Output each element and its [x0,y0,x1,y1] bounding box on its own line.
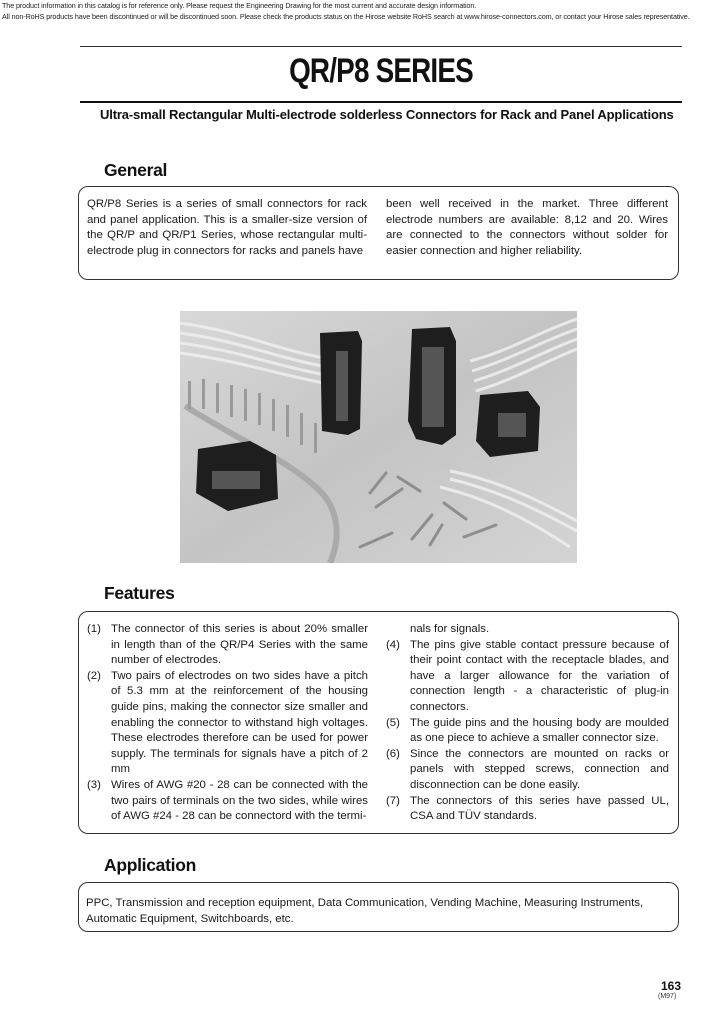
feature-item-2: (2) Two pairs of electrodes on two sides have a pitch of 5.3 mm at the reinforcement of the housing guide pins, making the connector size smaller and enabling the connector to withstand high voltages. These electrodes therefore can be used for power supply. The terminals for signals have a pitch of 2 mm [87,669,368,776]
page-number: 163 [661,979,682,993]
general-heading: General [104,160,168,180]
application-text: PPC, Transmission and reception equipment, Data Communication, Vending Machine, Measuring Instruments, Automatic Equipment, Switchboards, etc. [86,897,644,925]
page-code: (M97) [658,993,677,1000]
feature-item-7: (7) The connectors of this series have passed UL, CSA and TÜV standards. [386,794,669,823]
features-list-left [87,622,368,825]
features-heading: Features [104,583,175,603]
disclaimer-line-2: All non-RoHS products have been discontinued or will be discontinued soon. Please check the products status on the Hirose website RoHS search at www.hirose-connectors.com, or contact your Hirose sales representative. [2,12,690,21]
general-text-left: QR/P8 Series is a series of small connectors for rack and panel application. This is a smaller-size version of the QR/P and QR/P1 Series, whose rectangular multi-electrode plug in connectors for racks and panels have [87,198,367,257]
features-list-right [386,638,669,825]
page-subtitle: Ultra-small Rectangular Multi-electrode solderless Connectors for Rack and Panel Applications [100,107,674,122]
disclaimer-line-1: The product information in this catalog is for reference only. Please request the Engineering Drawing for the most current and accurate design information. [2,1,477,10]
page-title: QR/P8 SERIES [289,52,473,90]
title-bottom-rule [80,101,682,103]
general-box [78,186,679,280]
title-top-rule [80,46,682,47]
feature-item-6: (6) Since the connectors are mounted on racks or panels with stepped screws, connection and disconnection can be done easily. [386,747,669,791]
feature-item-3-continuation: nals for signals. [410,623,490,635]
features-column-right [386,622,669,825]
connector-product-photo [180,311,577,563]
feature-item-4: (4) The pins give stable contact pressure because of their point contact with the receptacle blades, and have a larger allowance for the variation of connection length - a characteristic of plug-in connectors. [386,638,669,713]
feature-item-5: (5) The guide pins and the housing body are moulded as one piece to achieve a smaller connector size. [386,716,669,745]
feature-item-1: (1) The connector of this series is about 20% smaller in length than of the QR/P4 Series with the same number of electrodes. [87,623,368,667]
application-heading: Application [104,855,196,875]
feature-item-3: (3) Wires of AWG #20 - 28 can be connected with the two pairs of terminals on the two sides, while wires of AWG #24 - 28 can be connectord with the termi- [87,778,368,823]
features-box [78,611,679,834]
general-text-right: been well received in the market. Three different electrode numbers are available: 8,12 and 20. Wires are connected to the connectors without solder for easier connection and higher reliability. [386,198,668,257]
